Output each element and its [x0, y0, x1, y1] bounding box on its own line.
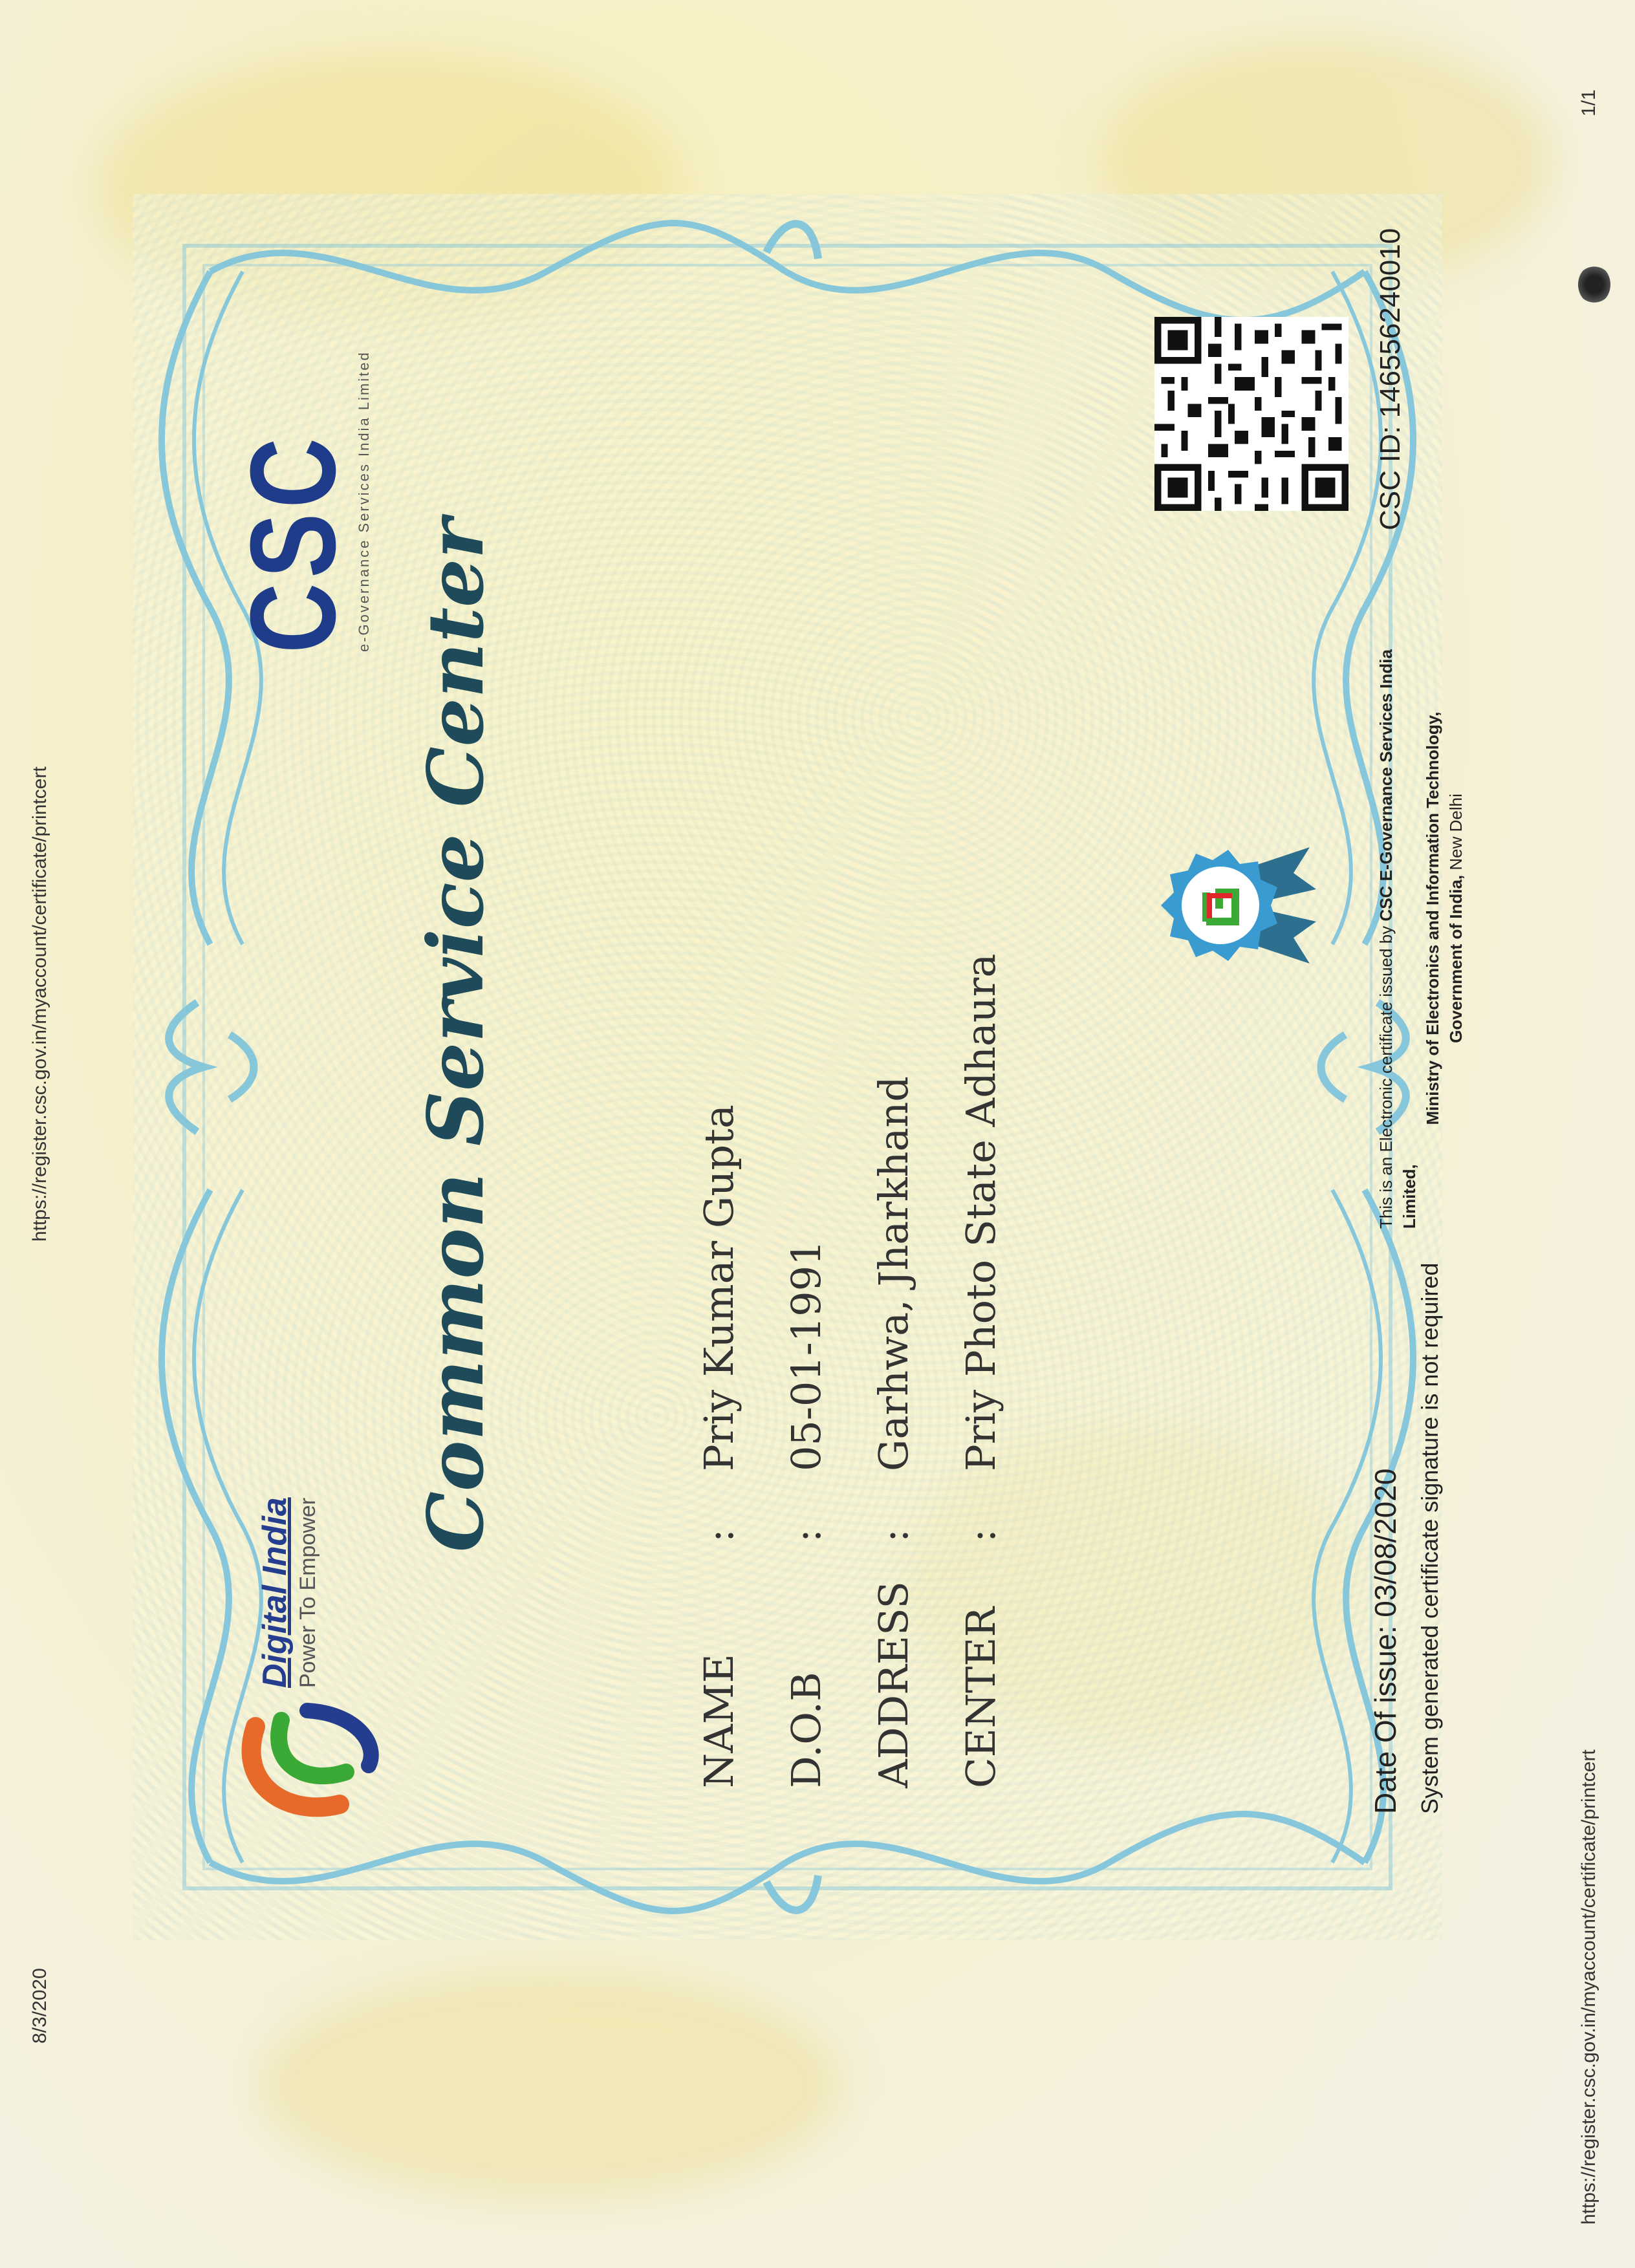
electronic-certificate-note [1374, 608, 1467, 1229]
print-url-top: https://register.csc.gov.in/myaccount/certificate/printcert [29, 766, 50, 1242]
field-value: Garhwa, Jharkhand [870, 1076, 917, 1471]
digital-india-title: Digital India [256, 1497, 294, 1688]
field-value: Priy Kumar Gupta [695, 1105, 742, 1471]
print-date: 8/3/2020 [29, 1968, 50, 2044]
csc-logo-letters: CSC [224, 433, 361, 653]
csc-id: CSC ID: 146556240010 [1374, 228, 1406, 530]
electronic-note-issuer: CSC E-Governance Services India Limited, [1376, 649, 1419, 1229]
field-value: Priy Photo State Adhaura [957, 953, 1004, 1471]
page-number: 1/1 [1578, 89, 1599, 116]
date-of-issue: Date Of issue: 03/08/2020 [1369, 1468, 1402, 1814]
field-label: CENTER [957, 1606, 1004, 1788]
electronic-note-ministry: Ministry of Electronics and Information Technology, [1423, 711, 1442, 1125]
field-value: 05-01-1991 [783, 1240, 830, 1471]
electronic-note-city: New Delhi [1446, 794, 1466, 870]
certificate-title: Common Service Center [411, 518, 501, 1552]
field-label: NAME [695, 1654, 742, 1788]
digital-india-logo [230, 1487, 398, 1824]
binder-hole-mark [1578, 265, 1610, 304]
field-colon: : [870, 1529, 917, 1542]
field-colon: : [695, 1529, 742, 1542]
paper-stain [259, 1972, 841, 2199]
field-label: D.O.B [783, 1672, 830, 1788]
digital-india-tagline: Power To Empower [296, 1497, 320, 1688]
csc-logo-subtitle: e-Governance Services India Limited [356, 351, 372, 652]
print-url-bottom: https://register.csc.gov.in/myaccount/certificate/printcert [1578, 1749, 1599, 2225]
qr-code [1154, 317, 1348, 511]
award-ribbon-icon [1154, 828, 1316, 983]
signature-note: System generated certificate signature is not required [1416, 1262, 1443, 1814]
qr-code-icon [1154, 317, 1348, 511]
field-colon: : [957, 1529, 1004, 1542]
certificate [133, 194, 1466, 1940]
field-label: ADDRESS [870, 1581, 917, 1788]
electronic-note-gov: Government of India, [1446, 874, 1466, 1043]
csc-logo [223, 291, 372, 653]
electronic-note-prefix: This is an Electronic certificate issued by [1376, 925, 1396, 1229]
digital-india-swoosh-icon [230, 1694, 385, 1824]
field-colon: : [783, 1529, 830, 1542]
